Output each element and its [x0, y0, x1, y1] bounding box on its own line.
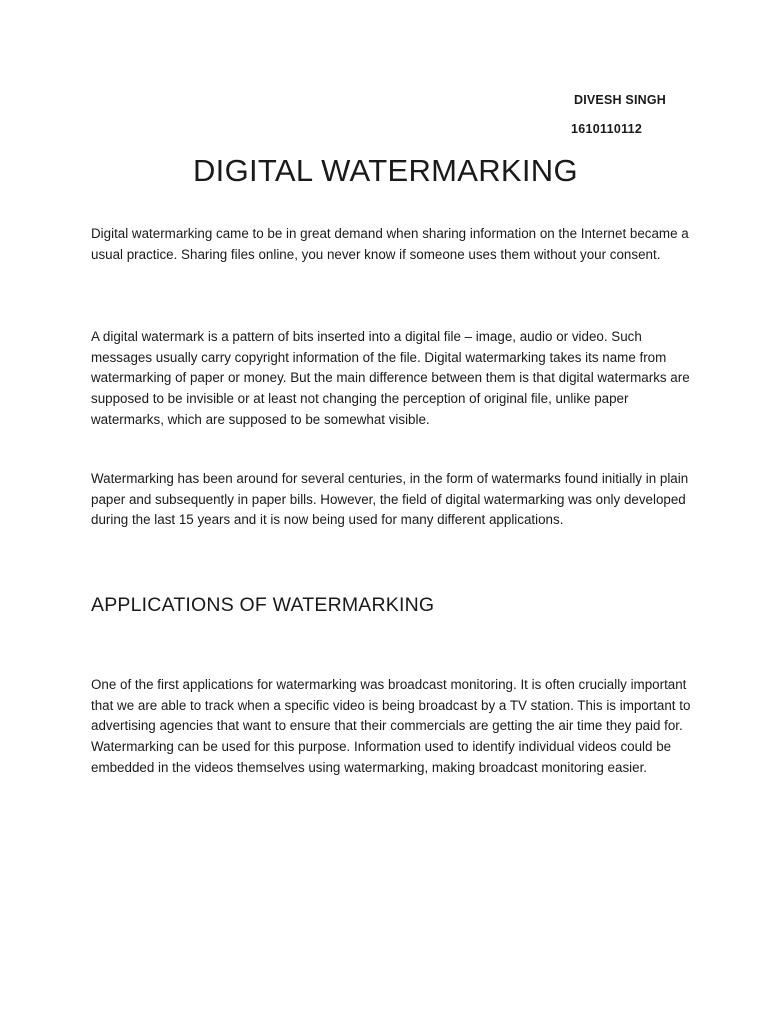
section-heading: APPLICATIONS OF WATERMARKING — [91, 594, 435, 616]
document-title: DIGITAL WATERMARKING — [193, 153, 578, 188]
paragraph-broadcast-monitoring: One of the first applications for watermarking was broadcast monitoring. It is often crucially important that we are able to track when a specific video is being broadcast by a TV station. This is important to advertising agencies that want to ensure that their commercials are getting the air time they paid for. Watermarking can be used for this purpose. Information used to identify individual videos could be embedded in the videos themselves using watermarking, making broadcast monitoring easier. — [91, 677, 691, 775]
roll-number: 1610110112 — [571, 122, 643, 136]
paragraph-history: Watermarking has been around for several centuries, in the form of watermarks found initially in plain paper and subsequently in paper bills. However, the field of digital watermarking was only developed during the last 15 years and it is now being used for many different applications. — [91, 471, 689, 528]
author-name: DIVESH SINGH — [574, 93, 666, 107]
paragraph-definition: A digital watermark is a pattern of bits inserted into a digital file – image, audio or video. Such messages usually carry copyright information of the file. Digital watermarking takes its name from watermarking of paper or money. But the main difference between them is that digital watermarks are supposed to be invisible or at least not changing the perception of original file, unlike paper watermarks, which are supposed to be somewhat visible. — [91, 329, 690, 427]
paragraph-intro: Digital watermarking came to be in great demand when sharing information on the Internet became a usual practice. Sharing files online, you never know if someone uses them without your consent. — [91, 226, 689, 262]
